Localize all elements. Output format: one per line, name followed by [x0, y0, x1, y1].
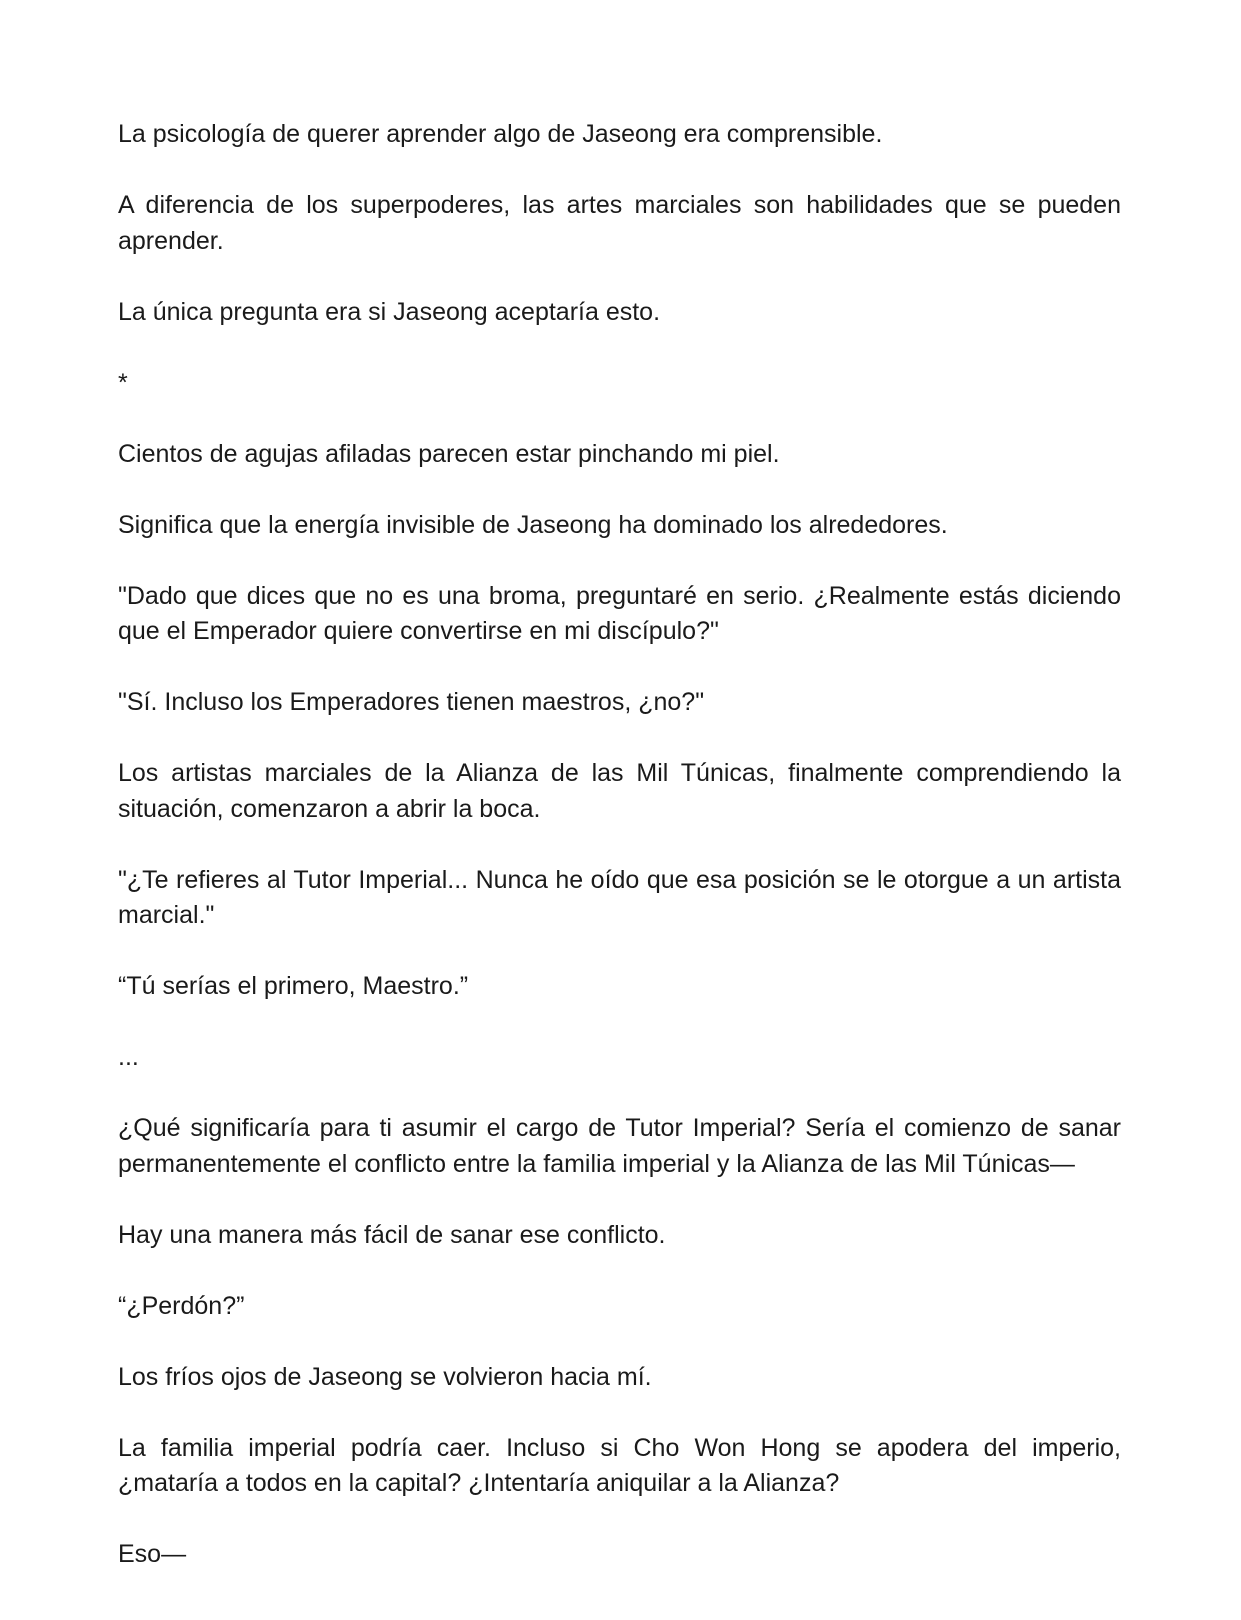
paragraph: Los fríos ojos de Jaseong se volvieron hacia mí. [118, 1362, 652, 1391]
paragraph: La familia imperial podría caer. Incluso si Cho Won Hong se apodera del imperio, ¿mataría a todos en la capital? ¿Intentaría aniquilar a la Alianza? [118, 1433, 1121, 1497]
paragraph: Eso— [118, 1540, 187, 1568]
paragraph: “¿Perdón?” [118, 1291, 245, 1320]
paragraph: "Sí. Incluso los Emperadores tienen maestros, ¿no?" [118, 688, 705, 716]
paragraph: Hay una manera más fácil de sanar ese conflicto. [118, 1220, 666, 1249]
paragraph: "¿Te refieres al Tutor Imperial... Nunca he oído que esa posición se le otorgue a un artista marcial." [118, 865, 1121, 929]
scene-break: * [118, 368, 128, 397]
paragraph: Significa que la energía invisible de Jaseong ha dominado los alrededores. [118, 510, 948, 539]
paragraph: Los artistas marciales de la Alianza de las Mil Túnicas, finalmente comprendiendo la situación, comenzaron a abrir la boca. [118, 759, 1121, 823]
paragraph: La única pregunta era si Jaseong aceptaría esto. [118, 297, 661, 326]
document-page [118, 117, 1121, 1608]
ellipsis-line: ... [118, 1043, 139, 1071]
paragraph: Cientos de agujas afiladas parecen estar pinchando mi piel. [118, 439, 780, 468]
paragraph: "Dado que dices que no es una broma, preguntaré en serio. ¿Realmente estás diciendo que el Emperador quiere convertirse en mi discípulo?" [118, 581, 1121, 645]
paragraph: ¿Qué significaría para ti asumir el cargo de Tutor Imperial? Sería el comienzo de sanar permanentemente el conflicto entre la familia imperial y la Alianza de las Mil Túnicas— [118, 1114, 1121, 1178]
paragraph: La psicología de querer aprender algo de Jaseong era comprensible. [118, 120, 883, 148]
paragraph: A diferencia de los superpoderes, las artes marciales son habilidades que se pueden aprender. [118, 191, 1121, 255]
paragraph: “Tú serías el primero, Maestro.” [118, 972, 469, 1000]
